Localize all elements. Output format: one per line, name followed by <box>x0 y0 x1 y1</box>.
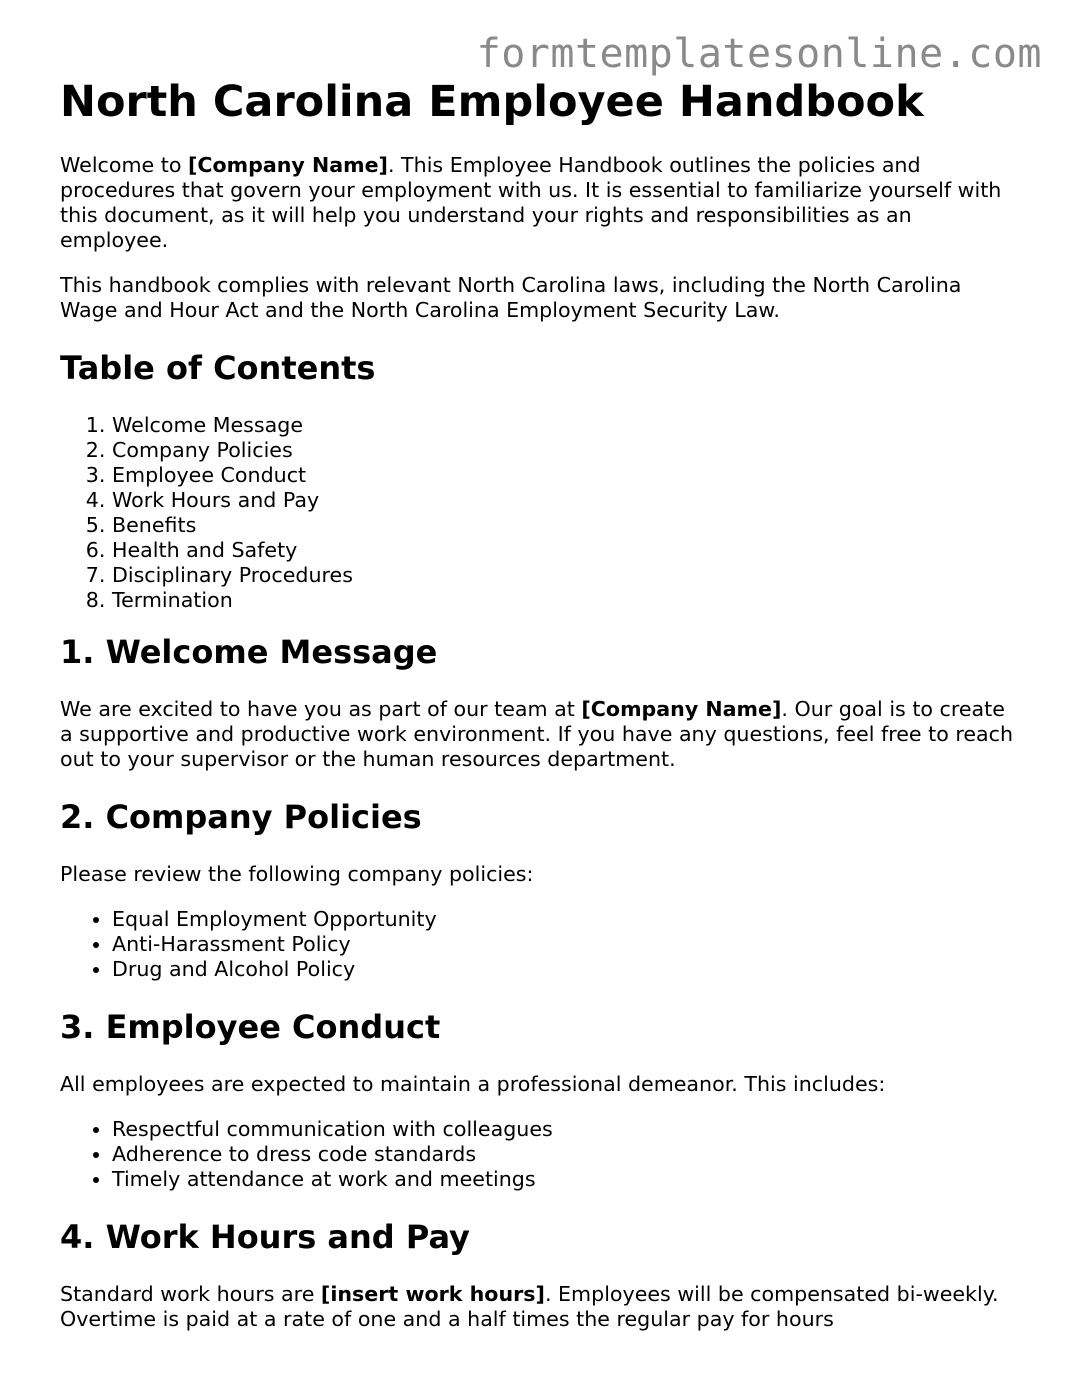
document-body <box>60 153 1020 1352</box>
company-name-placeholder: [Company Name] <box>581 697 782 721</box>
company-name-placeholder: [Company Name] <box>187 153 388 177</box>
section-1-text: We are excited to have you as part of our team at [Company Name]. Our goal is to create a supportive and productive work environment. If you have any questions, feel free to reach out to your supervisor or the human resources department. <box>60 697 1014 771</box>
list-item: • Adherence to dress code standards <box>112 1142 1020 1167</box>
watermark: formtemplatesonline.com <box>476 31 1042 77</box>
toc-item: 5. Benefits <box>112 513 1020 538</box>
conduct-list <box>60 1117 1020 1192</box>
section-3-intro: All employees are expected to maintain a professional demeanor. This includes: <box>60 1072 886 1096</box>
list-item: • Drug and Alcohol Policy <box>112 957 1020 982</box>
section-2-heading: 2. Company Policies <box>60 798 422 836</box>
list-item: • Anti-Harassment Policy <box>112 932 1020 957</box>
intro-paragraph-2: This handbook complies with relevant North Carolina laws, including the North Carolina Wage and Hour Act and the North Carolina Employment Security Law. <box>60 273 962 322</box>
toc-item: 6. Health and Safety <box>112 538 1020 563</box>
list-item: • Timely attendance at work and meetings <box>112 1167 1020 1192</box>
list-item: • Equal Employment Opportunity <box>112 907 1020 932</box>
section-2-intro: Please review the following company policies: <box>60 862 534 886</box>
toc-heading: Table of Contents <box>60 349 376 387</box>
toc-item: 4. Work Hours and Pay <box>112 488 1020 513</box>
toc-list <box>60 413 1020 613</box>
section-4-text: Standard work hours are [insert work hours]. Employees will be compensated bi-weekly. Overtime is paid at a rate of one and a half times the regular pay for hours <box>60 1282 999 1331</box>
section-4-heading: 4. Work Hours and Pay <box>60 1218 470 1256</box>
toc-item: 2. Company Policies <box>112 438 1020 463</box>
toc-item: 7. Disciplinary Procedures <box>112 563 1020 588</box>
work-hours-placeholder: [insert work hours] <box>320 1282 545 1306</box>
toc-item: 8. Termination <box>112 588 1020 613</box>
list-item: • Respectful communication with colleagues <box>112 1117 1020 1142</box>
toc-item: 1. Welcome Message <box>112 413 1020 438</box>
policies-list <box>60 907 1020 982</box>
toc-item: 3. Employee Conduct <box>112 463 1020 488</box>
document-title: North Carolina Employee Handbook <box>60 77 924 127</box>
section-1-heading: 1. Welcome Message <box>60 633 438 671</box>
intro-paragraph-1: Welcome to [Company Name]. This Employee Handbook outlines the policies and procedures that govern your employment with us. It is essential to familiarize yourself with this document, as it will help you understand your rights and responsibilities as an employee. <box>60 153 1002 252</box>
section-3-heading: 3. Employee Conduct <box>60 1008 441 1046</box>
